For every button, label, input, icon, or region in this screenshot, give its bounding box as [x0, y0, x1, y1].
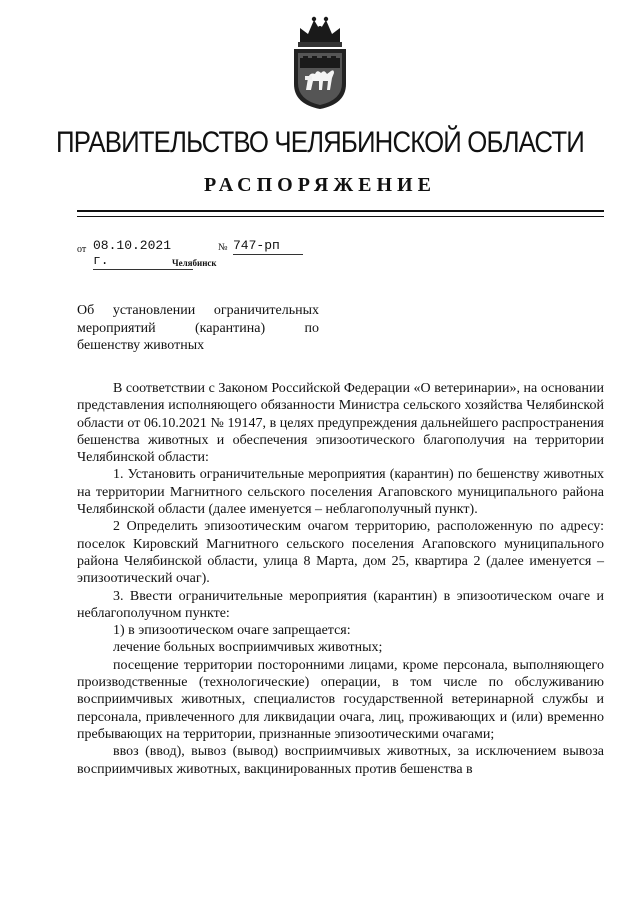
document-body [77, 380, 604, 778]
document-number: 747-рп [233, 238, 303, 255]
body-paragraph: 2 Определить эпизоотическим очагом территорию, расположенную по адресу: поселок Кировский Магнитного сельского поселения Агаповского муниципального района Челябинской области, улица 8 Марта, дом 25, квартира 2 (далее именуется – эпизоотический очаг). [77, 519, 604, 587]
body-paragraph: 1) в эпизоотическом очаге запрещается: [113, 623, 351, 639]
body-paragraph: посещение территории посторонними лицами, кроме персонала, выполняющего производственные (технологические) операции, в том числе по обслуживанию восприимчивых животных, специалистов государственной ветеринарной службы и персонала, привлеченного для ликвидации очага, лиц, проживающих и (или) временно пребывающих на территории, признанные эпизоотическими очагами; [77, 657, 604, 742]
body-paragraph: 3. Ввести ограничительные мероприятия (карантин) в эпизоотическом очаге и неблагополучном пункте: [77, 588, 604, 621]
subject-line: бешенству животных [77, 338, 205, 353]
document-type-title: РАСПОРЯЖЕНИЕ [204, 174, 436, 196]
body-paragraph: лечение больных восприимчивых животных; [113, 640, 383, 656]
date-prefix: от [77, 244, 87, 255]
body-paragraph: ввоз (ввод), вывоз (вывод) восприимчивых животных, за исключением вывоза восприимчивых животных, вакцинированных против бешенства в [77, 744, 604, 777]
government-title: ПРАВИТЕЛЬСТВО ЧЕЛЯБИНСКОЙ ОБЛАСТИ [56, 126, 584, 159]
document-date: 08.10.2021 г. [93, 238, 193, 270]
header-rule-thin [77, 216, 604, 217]
body-paragraph: 1. Установить ограничительные мероприятия (карантин) по бешенству животных на территории Магнитного сельского поселения Агаповского муниципального района Челябинской области (далее именуется – неблагополучный пункт). [77, 467, 604, 518]
issue-city: Челябинск [172, 258, 217, 268]
subject-line: Об установлении ограничительных [77, 303, 319, 318]
registration-line [77, 238, 377, 268]
header-rule-thick [77, 210, 604, 212]
document-subject [77, 302, 319, 355]
subject-line: мероприятий (карантина) по [77, 320, 319, 336]
number-sign: № [218, 242, 228, 253]
coat-of-arms-icon [286, 14, 354, 110]
body-paragraph: В соответствии с Законом Российской Федерации «О ветеринарии», на основании представления исполняющего обязанности Министра сельского хозяйства Челябинской области от 06.10.2021 № 19147, в целях предупреждения дальнейшего распространения бешенства животных и обеспечения эпизоотического благополучия на территории Челябинской области: [77, 381, 604, 466]
